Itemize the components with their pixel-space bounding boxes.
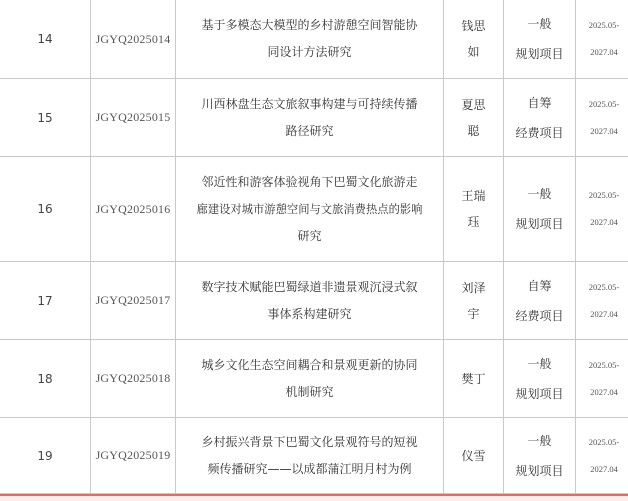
project-period <box>576 79 628 157</box>
project-period <box>576 157 628 262</box>
project-period-start: 2025.05- <box>588 436 620 447</box>
person-name <box>444 79 504 157</box>
next-row-peek <box>0 496 628 501</box>
project-period <box>576 340 628 418</box>
project-title-line: 研究 <box>297 228 322 243</box>
row-number-text: 18 <box>37 371 53 386</box>
person-name <box>444 340 504 418</box>
project-title <box>176 157 444 262</box>
person-name-line: 夏思 <box>461 97 486 112</box>
project-period-start: 2025.05- <box>588 359 620 370</box>
project-period-end: 2027.04 <box>590 47 618 57</box>
project-title-line: 邻近性和游客体验视角下巴蜀文化旅游走 <box>201 174 418 189</box>
project-period-end: 2027.04 <box>590 125 618 136</box>
project-period-end: 2027.04 <box>590 308 618 319</box>
project-type-line: 一般 <box>527 187 552 201</box>
project-period-end: 2027.04 <box>590 386 618 397</box>
person-name-line: 宇 <box>467 306 480 321</box>
project-title-line: 同设计方法研究 <box>267 45 352 59</box>
row-number <box>0 157 91 262</box>
row-number-text: 15 <box>37 110 53 125</box>
project-code-text: JGYQ2025018 <box>95 371 171 385</box>
row-number-text: 14 <box>37 32 53 46</box>
project-type-line: 规划项目 <box>515 217 564 231</box>
project-code <box>91 418 176 494</box>
person-name-line: 樊丁 <box>461 371 486 386</box>
project-type-line: 自筹 <box>527 95 552 110</box>
project-code-text: JGYQ2025014 <box>95 31 171 46</box>
person-name <box>444 157 504 262</box>
project-title <box>176 0 444 79</box>
person-name-line: 珏 <box>467 215 480 229</box>
project-code-text: JGYQ2025015 <box>95 110 171 124</box>
project-period <box>576 262 628 340</box>
row-number-text: 17 <box>37 293 53 308</box>
row-number <box>0 0 91 79</box>
project-type-line: 规划项目 <box>515 47 564 61</box>
row-number <box>0 340 91 418</box>
project-period-end: 2027.04 <box>590 217 618 227</box>
project-code <box>91 157 176 262</box>
row-number <box>0 262 91 340</box>
project-type-line: 经费项目 <box>515 308 564 323</box>
project-period <box>576 0 628 79</box>
project-title-line: 基于多模态大模型的乡村游憩空间智能协 <box>201 18 418 32</box>
project-title-line: 事体系构建研究 <box>267 306 352 321</box>
project-type <box>504 262 576 340</box>
project-type-line: 经费项目 <box>515 125 564 140</box>
project-code-text: JGYQ2025019 <box>95 448 171 462</box>
person-name-line: 如 <box>467 45 480 59</box>
project-title-line: 频传播研究——以成都蒲江明月村为例 <box>207 461 412 476</box>
project-title-line: 机制研究 <box>285 384 334 399</box>
project-type-line: 一般 <box>527 433 552 448</box>
project-code <box>91 0 176 79</box>
person-name-line: 刘泽 <box>461 280 486 295</box>
table-row <box>0 340 628 418</box>
project-type-line: 自筹 <box>527 278 552 293</box>
project-title <box>176 79 444 157</box>
person-name <box>444 418 504 494</box>
row-number-text: 16 <box>37 202 53 216</box>
project-title-line: 川西林盘生态文旅叙事构建与可持续传播 <box>201 96 418 111</box>
project-title-line: 乡村振兴背景下巴蜀文化景观符号的短视 <box>201 434 418 449</box>
person-name-line: 聪 <box>467 123 480 138</box>
project-period-end: 2027.04 <box>590 463 618 474</box>
table-row <box>0 157 628 262</box>
project-code-text: JGYQ2025016 <box>95 201 171 216</box>
project-title-line: 廊建设对城市游憩空间与文旅消费热点的影响 <box>196 202 423 216</box>
table-row <box>0 418 628 494</box>
project-title <box>176 262 444 340</box>
row-number <box>0 418 91 494</box>
project-title-line: 路径研究 <box>285 123 334 138</box>
person-name-line: 仪雪 <box>461 448 486 463</box>
person-name <box>444 0 504 79</box>
project-code <box>91 262 176 340</box>
person-name-line: 钱思 <box>461 19 486 33</box>
project-type <box>504 0 576 79</box>
project-code-text: JGYQ2025017 <box>95 293 171 307</box>
project-type-line: 规划项目 <box>515 386 564 401</box>
project-title <box>176 340 444 418</box>
project-code <box>91 340 176 418</box>
project-period-start: 2025.05- <box>588 281 620 292</box>
project-type-line: 规划项目 <box>515 463 564 478</box>
project-type <box>504 157 576 262</box>
table-row <box>0 0 628 79</box>
project-code <box>91 79 176 157</box>
table-row <box>0 79 628 157</box>
row-number-text: 19 <box>37 448 53 463</box>
project-period-start: 2025.05- <box>588 98 620 109</box>
project-type-line: 一般 <box>527 356 552 371</box>
project-type <box>504 418 576 494</box>
project-type-line: 一般 <box>527 17 552 31</box>
project-title <box>176 418 444 494</box>
project-period-start: 2025.05- <box>588 190 620 200</box>
project-type <box>504 79 576 157</box>
project-period <box>576 418 628 494</box>
person-name-line: 王瑞 <box>461 189 486 203</box>
project-title-line: 城乡文化生态空间耦合和景观更新的协同 <box>201 357 418 372</box>
table-row <box>0 262 628 340</box>
project-title-line: 数字技术赋能巴蜀绿道非遗景观沉浸式叙 <box>201 279 418 294</box>
project-type <box>504 340 576 418</box>
person-name <box>444 262 504 340</box>
project-period-start: 2025.05- <box>588 20 620 30</box>
row-number <box>0 79 91 157</box>
